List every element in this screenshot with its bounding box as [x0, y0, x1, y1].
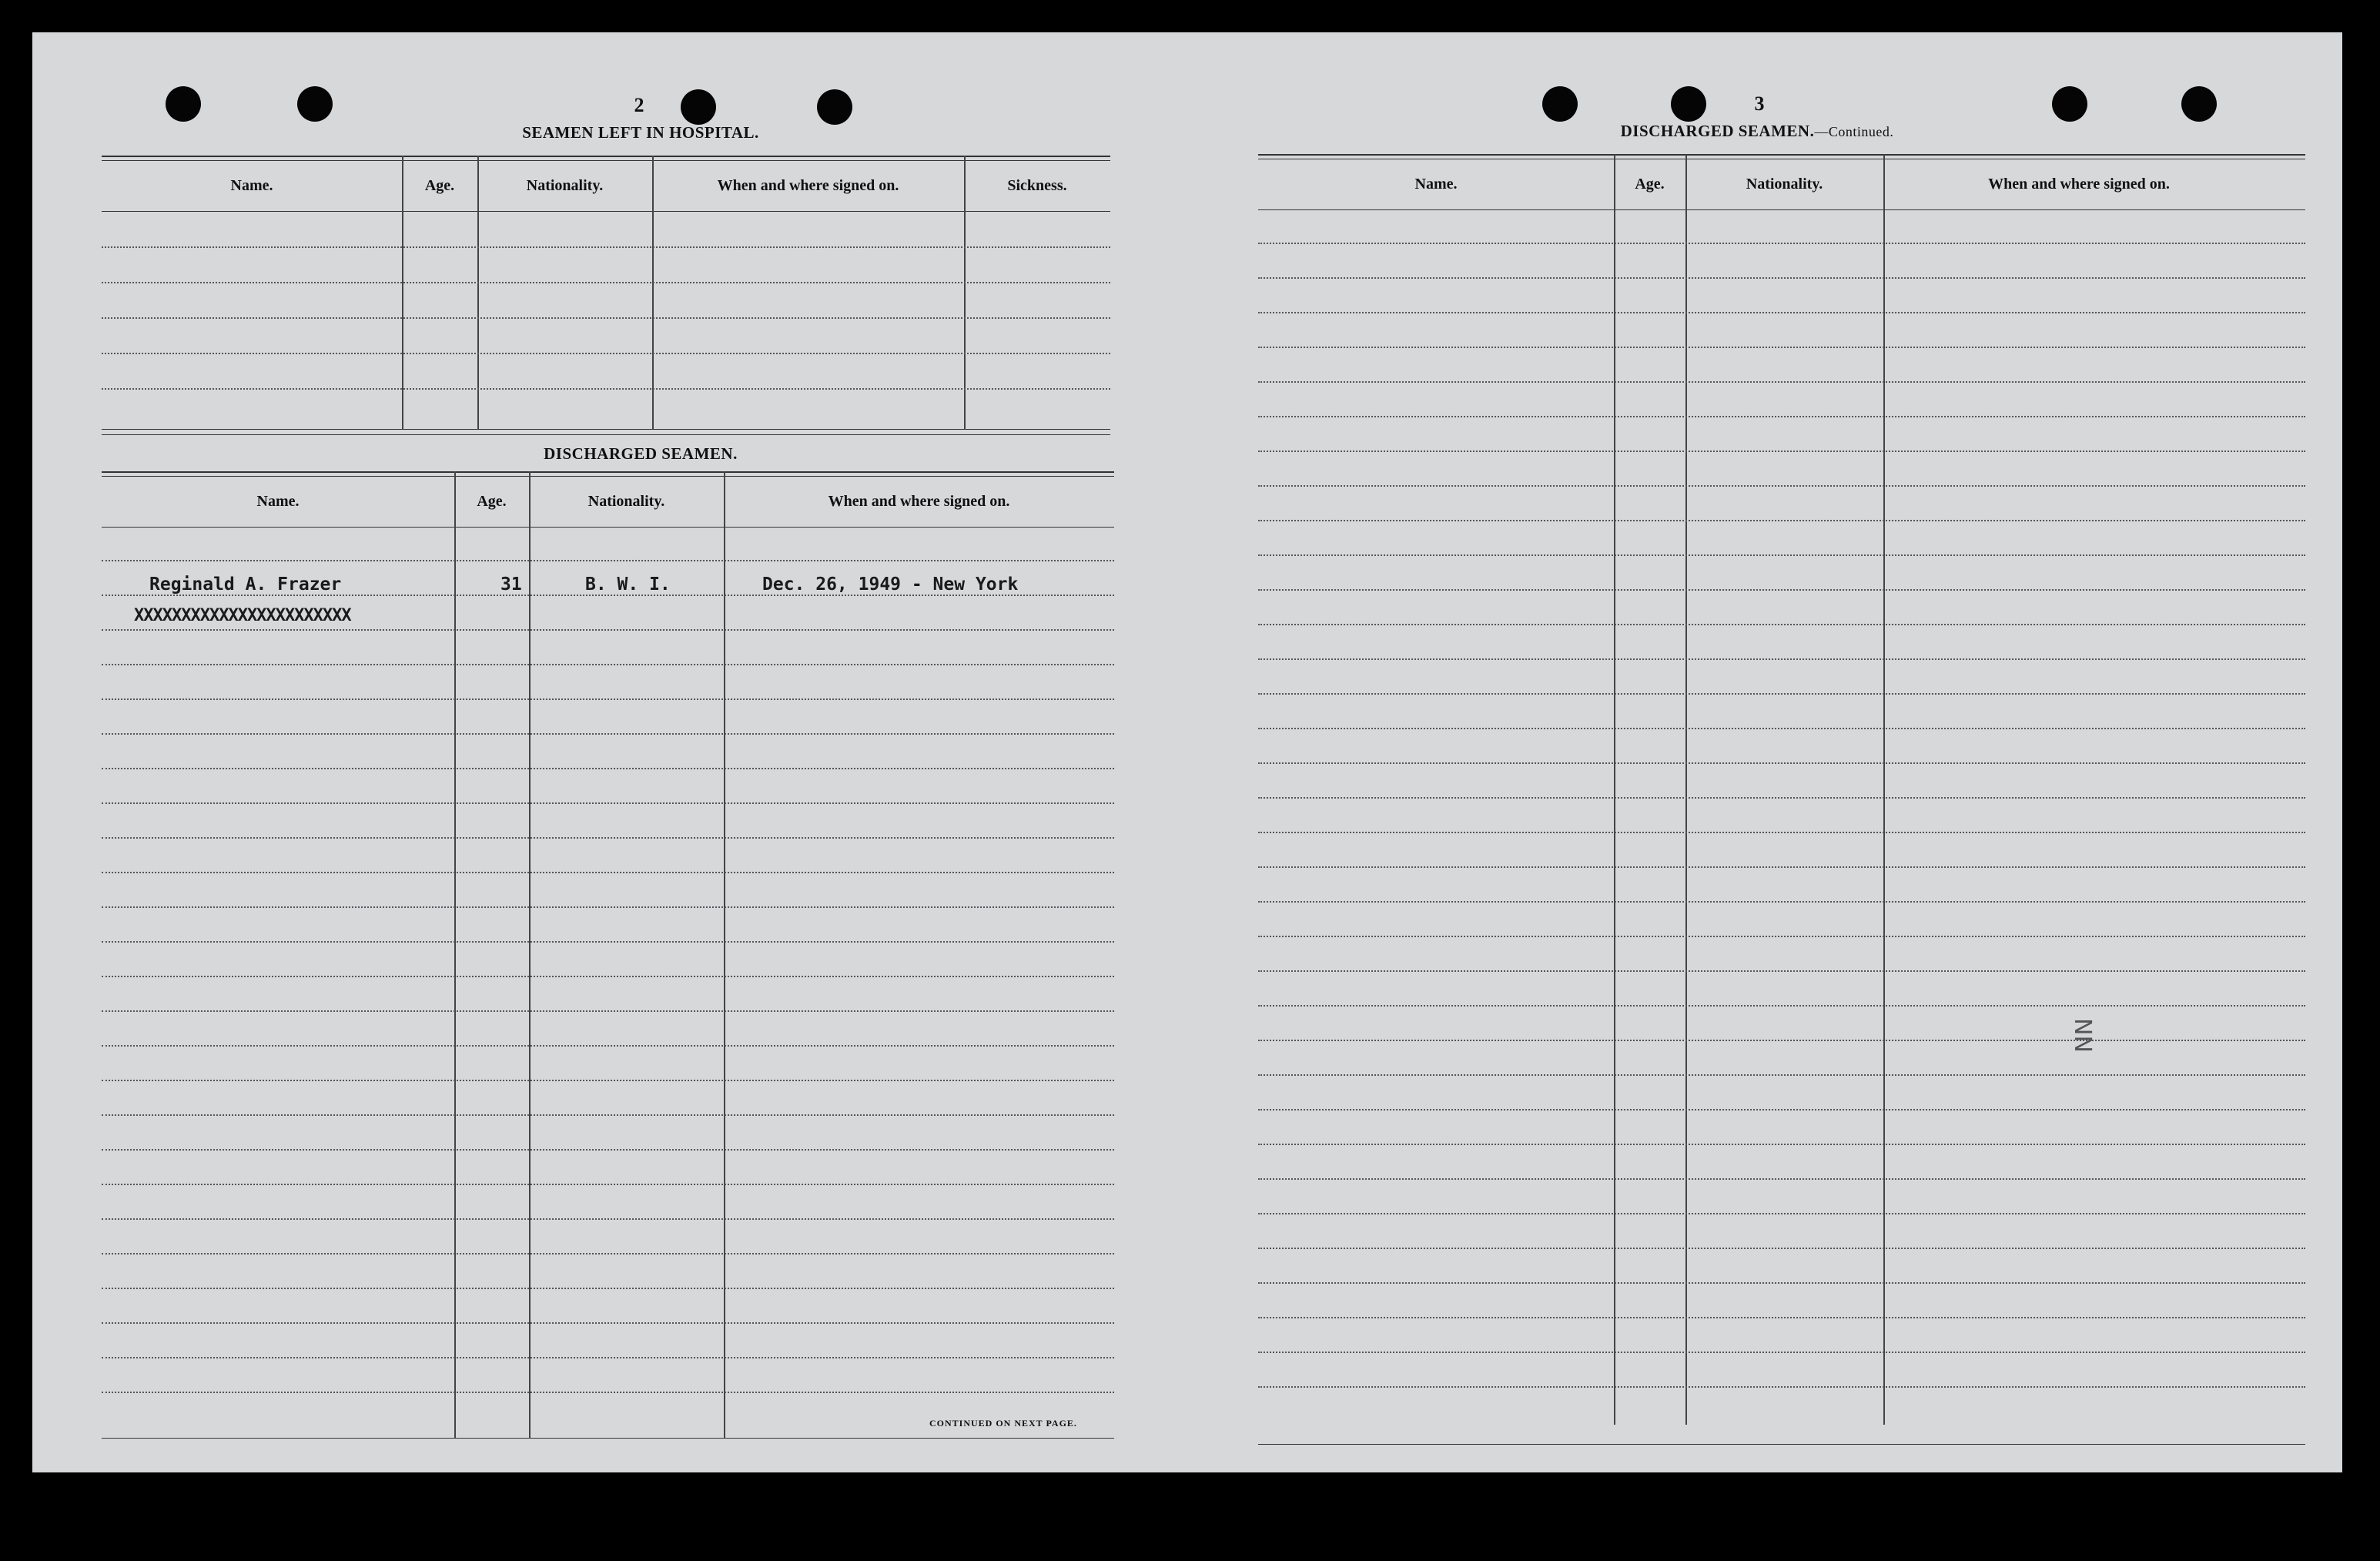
col-head-name: Name. [1414, 176, 1458, 193]
punch-hole [1671, 86, 1706, 122]
page-number-left: 2 [634, 94, 644, 116]
table-row-name: Reginald A. Frazer [149, 574, 342, 595]
discharged-table-right [1258, 154, 2305, 1448]
col-head-name: Name. [230, 177, 273, 194]
col-head-name: Name. [256, 493, 300, 510]
table-row-signed-on: Dec. 26, 1949 - New York [762, 574, 1019, 595]
punch-hole [1542, 86, 1578, 122]
col-head-nationality: Nationality. [587, 493, 665, 510]
hospital-table [102, 156, 1110, 433]
hospital-section-title: SEAMEN LEFT IN HOSPITAL. [522, 123, 759, 142]
discharged-table-left [102, 471, 1114, 1442]
discharged-continued-title [1557, 122, 1957, 141]
discharged-title-text: DISCHARGED SEAMEN. [1620, 122, 1815, 140]
col-head-sickness: Sickness. [1007, 177, 1067, 194]
page-number-right: 3 [1754, 92, 1765, 115]
col-head-signed-on: When and where signed on. [1988, 176, 2170, 193]
table-row-age: 31 [500, 574, 522, 595]
punch-hole [817, 89, 852, 125]
struck-out-line: XXXXXXXXXXXXXXXXXXXXXXX [134, 606, 351, 625]
punch-hole [2052, 86, 2087, 122]
col-head-age: Age. [477, 493, 507, 510]
col-head-signed-on: When and where signed on. [828, 493, 1010, 510]
continued-footer: CONTINUED ON NEXT PAGE. [929, 1418, 1077, 1429]
col-head-age: Age. [1635, 176, 1665, 193]
discharged-section-title: DISCHARGED SEAMEN. [544, 444, 738, 463]
punch-hole [166, 86, 201, 122]
document-sheet [32, 32, 2342, 1472]
punch-hole [297, 86, 333, 122]
continued-suffix: —Continued. [1814, 124, 1894, 139]
punch-hole [681, 89, 716, 125]
col-head-age: Age. [424, 177, 455, 194]
col-head-nationality: Nationality. [526, 177, 604, 194]
table-row-nationality: B. W. I. [585, 574, 671, 595]
punch-hole [2181, 86, 2217, 122]
pencil-margin-note: NN [2068, 1018, 2096, 1053]
col-head-signed-on: When and where signed on. [717, 177, 899, 194]
col-head-nationality: Nationality. [1746, 176, 1823, 193]
